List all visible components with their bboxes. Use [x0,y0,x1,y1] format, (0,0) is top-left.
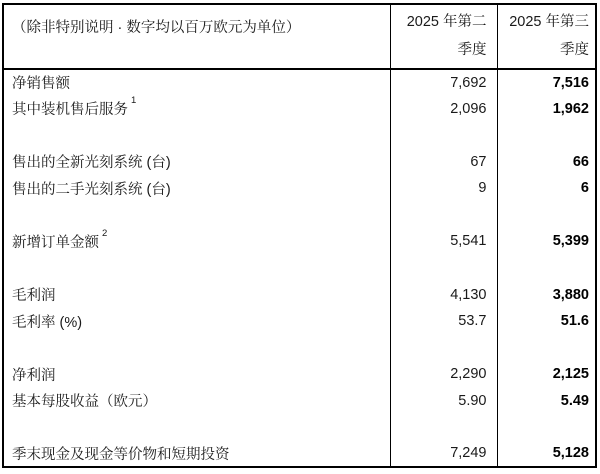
table-row-net-bookings [3,228,596,255]
q3-value: 2,125 [497,361,596,388]
footnote-marker: 1 [131,95,137,107]
q2-value: 9 [390,175,497,202]
row-label: 其中装机售后服务$^1$ [12,95,137,119]
row-label: 毛利率 (%) [12,314,83,331]
table-row-basic-eps [3,387,596,414]
footnote-marker: 2 [102,228,108,240]
q3-header-line1: 2025 年第三 [509,14,589,30]
q3-value: 3,880 [497,281,596,308]
q2-value: 2,290 [390,361,497,388]
row-label: 净销售额 [12,76,70,93]
q3-value: 5,128 [497,440,596,467]
table-row-net-sales [3,69,596,96]
q3-value: 51.6 [497,308,596,335]
table-row-net-income [3,361,596,388]
spacer-row [3,334,596,361]
q3-value: 5,399 [497,228,596,255]
table-row-gross-margin [3,308,596,335]
q3-header-line2: 季度 [560,42,589,58]
row-label: 新增订单金额$^2$ [12,228,108,251]
header-row [3,4,596,69]
spacer-row [3,414,596,441]
q2-value: 53.7 [390,308,497,335]
q3-value: 66 [497,149,596,176]
table-row-new-systems-sold [3,149,596,176]
q3-value: 5.49 [497,387,596,414]
table-row-end-quarter-cash [3,440,596,467]
row-label: 净利润 [12,367,56,384]
q2-value: 7,692 [390,69,497,96]
q2-value: 67 [390,149,497,176]
spacer-row [3,255,596,282]
spacer-row [3,122,596,149]
q2-value: 5.90 [390,387,497,414]
q2-value: 5,541 [390,228,497,255]
q3-value: 1,962 [497,96,596,123]
q3-value: 7,516 [497,69,596,96]
q2-value: 2,096 [390,96,497,123]
table-row-gross-profit [3,281,596,308]
row-label: 基本每股收益（欧元） [12,394,157,411]
table-row-used-systems-sold [3,175,596,202]
q2-header-line2: 季度 [457,42,487,58]
financial-results-table [2,3,597,468]
q2-value: 7,249 [390,440,497,467]
row-label: 季末现金及现金等价物和短期投资 [12,446,230,463]
q2-value: 4,130 [390,281,497,308]
table-row-installed-base [3,96,596,123]
column-header-q2-2025 [390,4,497,69]
row-label: 售出的二手光刻系统 (台) [12,181,171,198]
q3-value: 6 [497,175,596,202]
row-label: 毛利润 [12,288,56,305]
units-note: （除非特别说明 · 数字均以百万欧元为单位） [3,4,390,69]
q2-header-line1: 2025 年第二 [406,14,487,30]
spacer-row [3,202,596,229]
row-label: 售出的全新光刻系统 (台) [12,155,171,172]
column-header-q3-2025 [497,4,596,69]
